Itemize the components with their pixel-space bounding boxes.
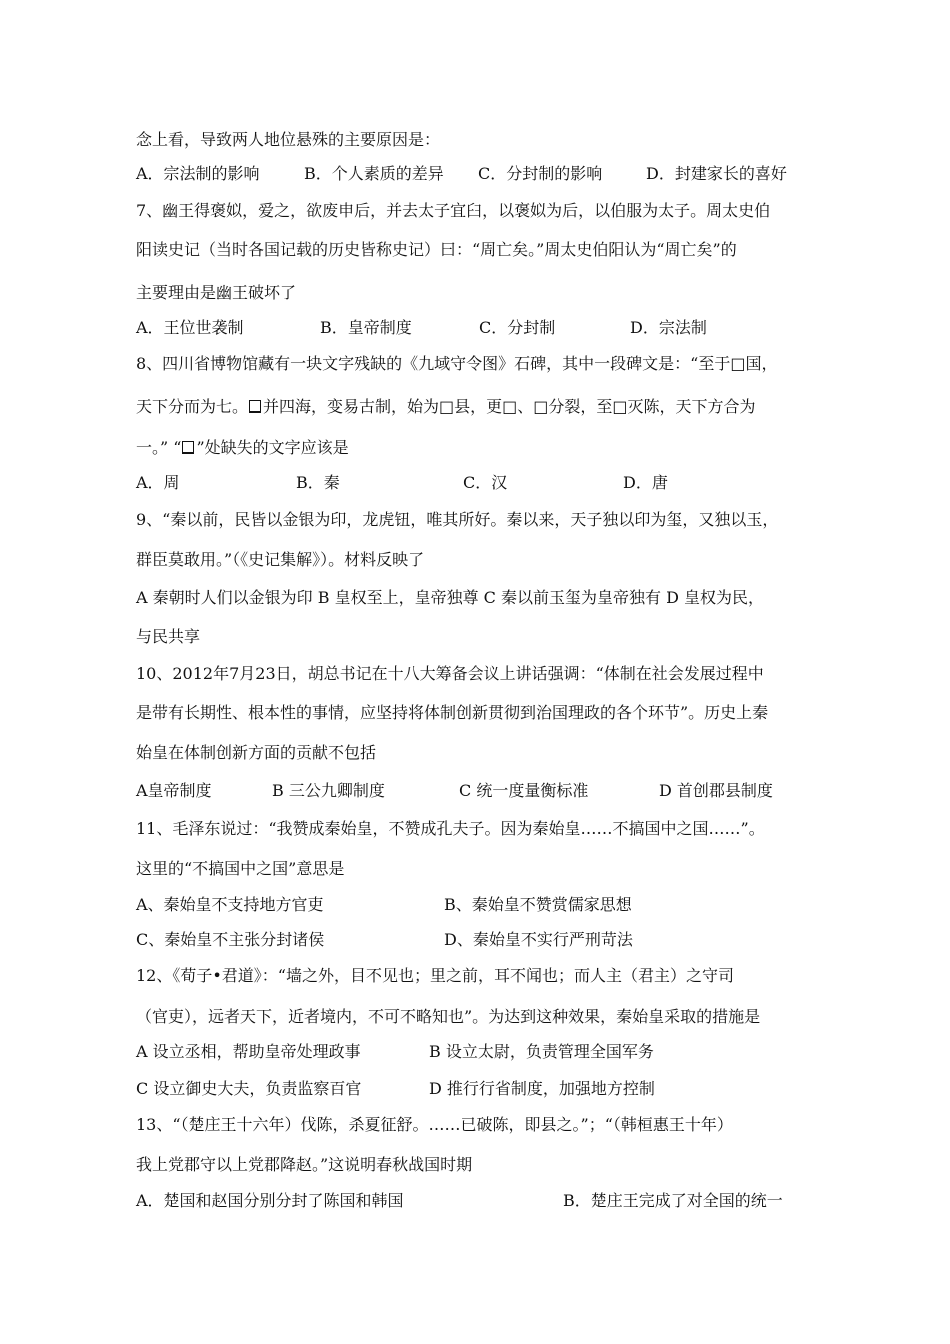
q13-option-b: B．楚庄王完成了对全国的统一 [563,1191,783,1210]
q11-option-c: C、秦始皇不主张分封诸侯 [136,930,325,949]
q8-option-b: B．秦 [296,473,340,492]
q11-option-d: D、秦始皇不实行严刑苛法 [444,930,633,949]
q11-option-b: B、秦始皇不赞赏儒家思想 [444,895,632,914]
missing-character-box-icon [182,441,194,454]
q8-option-a: A．周 [136,473,180,492]
q6-option-d: D．封建家长的喜好 [646,164,787,183]
q7-stem-line-2: 阳读史记（当时各国记载的历史皆称史记）曰：“周亡矣。”周太史伯阳认为“周亡矣”的 [136,240,737,259]
q10-stem-line-2: 是带有长期性、根本性的事情，应坚持将体制创新贯彻到治国理政的各个环节”。历史上秦 [136,703,769,722]
q8-line-2-start: 天下分而为七。 [136,397,249,416]
q7-option-d: D．宗法制 [630,318,707,337]
q7-stem-line-3: 主要理由是幽王破坏了 [136,283,297,302]
q8-stem-line-3 [136,438,349,458]
q9-options-line-2: 与民共享 [136,627,201,646]
q8-option-c: C．汉 [463,473,508,492]
q11-stem-line-1: 11、毛泽东说过：“我赞成秦始皇，不赞成孔夫子。因为秦始皇……不搞国中之国……”。 [136,819,765,838]
q12-stem-line-2: （官吏），远者天下，近者境内，不可不略知也”。为达到这种效果，秦始皇采取的措施是 [136,1007,761,1026]
q6-option-a: A．宗法制的影响 [136,164,260,183]
q12-option-b: B 设立太尉，负责管理全国军务 [429,1042,654,1061]
q12-option-c: C 设立御史大夫，负责监察百官 [136,1079,362,1098]
q13-stem-line-1: 13、“（楚庄王十六年）伐陈，杀夏征舒。……已破陈，即县之。”；“（韩桓惠王十年） [136,1115,733,1134]
q6-option-c: C．分封制的影响 [478,164,603,183]
q8-stem-line-1: 8、四川省博物馆藏有一块文字残缺的《九域守令图》石碑，其中一段碑文是：“至于□国， [136,354,778,373]
q10-option-b: B 三公九卿制度 [272,781,385,800]
q6-stem-tail: 念上看，导致两人地位悬殊的主要原因是： [136,130,441,149]
q7-option-a: A．王位世袭制 [136,318,244,337]
q8-stem-line-2 [136,397,756,417]
q10-option-c: C 统一度量衡标准 [459,781,589,800]
q11-option-a: A、秦始皇不支持地方官吏 [136,895,324,914]
q12-option-a: A 设立丞相，帮助皇帝处理政事 [136,1042,361,1061]
q8-line-2-end: 并四海，变易古制，始为□县，更□、□分裂，至□灭陈，天下方合为 [263,397,756,416]
q7-option-c: C．分封制 [479,318,556,337]
q10-stem-line-1: 10、2012年7月23日，胡总书记在十八大筹备会议上讲话强调：“体制在社会发展过程中 [136,664,764,683]
q8-option-d: D．唐 [623,473,668,492]
q9-options-line: A 秦朝时人们以金银为印 B 皇权至上，皇帝独尊 C 秦以前玉玺为皇帝独有 D 皇权为民， [136,588,764,607]
q10-option-a: A皇帝制度 [136,781,212,800]
q13-option-a: A．楚国和赵国分别分封了陈国和韩国 [136,1191,404,1210]
q7-stem-line-1: 7、幽王得褒姒，爱之，欲废申后，并去太子宜臼，以褒姒为后，以伯服为太子。周太史伯 [136,201,771,220]
q6-option-b: B．个人素质的差异 [304,164,444,183]
q9-stem-line-1: 9、“秦以前，民皆以金银为印，龙虎钮，唯其所好。秦以来，天子独以印为玺，又独以玉， [136,510,779,529]
q8-line-3-end: ”处缺失的文字应该是 [196,438,349,457]
q9-stem-line-2: 群臣莫敢用。”（《史记集解》）。材料反映了 [136,550,425,569]
missing-character-box-icon [249,400,261,413]
q7-option-b: B．皇帝制度 [320,318,412,337]
q10-option-d: D 首创郡县制度 [659,781,773,800]
q12-stem-line-1: 12、《荀子•君道》：“墙之外，目不见也；里之前，耳不闻也；而人主（君主）之守司 [136,966,734,985]
q10-stem-line-3: 始皇在体制创新方面的贡献不包括 [136,743,377,762]
q13-stem-line-2: 我上党郡守以上党郡降赵。”这说明春秋战国时期 [136,1155,473,1174]
q12-option-d: D 推行行省制度，加强地方控制 [429,1079,655,1098]
q11-stem-line-2: 这里的“不搞国中之国”意思是 [136,859,345,878]
q8-line-3-start: 一。” “ [136,438,182,457]
